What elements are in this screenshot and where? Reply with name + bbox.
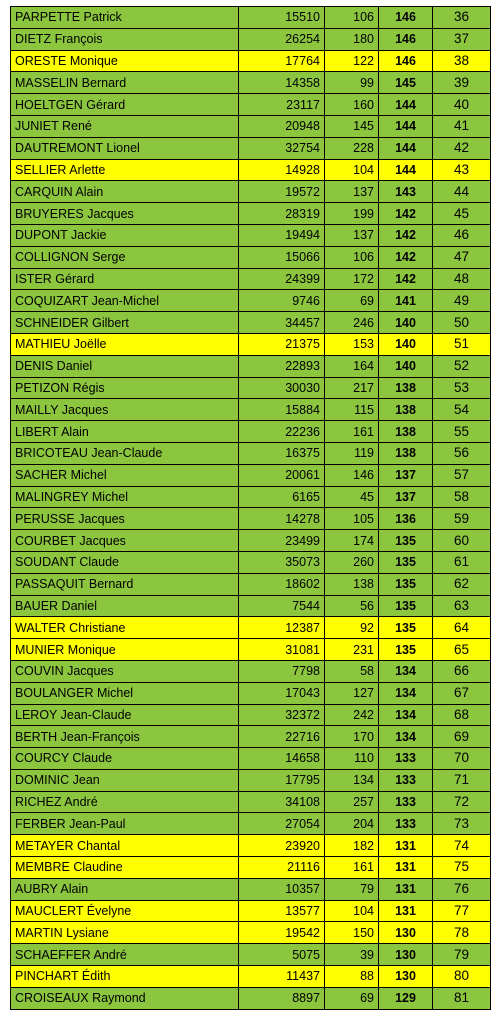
points-cell: 143 bbox=[379, 181, 433, 203]
rank-cell: 56 bbox=[433, 442, 491, 464]
value-cell-1: 16375 bbox=[239, 442, 325, 464]
value-cell-1: 21375 bbox=[239, 333, 325, 355]
value-cell-2: 115 bbox=[325, 399, 379, 421]
points-cell: 146 bbox=[379, 7, 433, 29]
points-cell: 137 bbox=[379, 464, 433, 486]
points-cell: 146 bbox=[379, 28, 433, 50]
rank-cell: 77 bbox=[433, 900, 491, 922]
table-row bbox=[11, 159, 491, 181]
value-cell-2: 137 bbox=[325, 224, 379, 246]
rank-cell: 53 bbox=[433, 377, 491, 399]
ranking-sheet bbox=[10, 6, 490, 1010]
value-cell-1: 31081 bbox=[239, 639, 325, 661]
table-row bbox=[11, 704, 491, 726]
value-cell-2: 161 bbox=[325, 857, 379, 879]
value-cell-2: 160 bbox=[325, 94, 379, 116]
points-cell: 142 bbox=[379, 224, 433, 246]
points-cell: 146 bbox=[379, 50, 433, 72]
points-cell: 133 bbox=[379, 791, 433, 813]
player-name-cell: MALINGREY Michel bbox=[11, 486, 239, 508]
value-cell-1: 14928 bbox=[239, 159, 325, 181]
table-row bbox=[11, 660, 491, 682]
player-name-cell: DUPONT Jackie bbox=[11, 224, 239, 246]
player-name-cell: PETIZON Régis bbox=[11, 377, 239, 399]
player-name-cell: MAUCLERT Évelyne bbox=[11, 900, 239, 922]
points-cell: 135 bbox=[379, 551, 433, 573]
table-row bbox=[11, 137, 491, 159]
table-row bbox=[11, 966, 491, 988]
value-cell-1: 12387 bbox=[239, 617, 325, 639]
player-name-cell: DENIS Daniel bbox=[11, 355, 239, 377]
table-row bbox=[11, 464, 491, 486]
player-name-cell: RICHEZ André bbox=[11, 791, 239, 813]
rank-cell: 41 bbox=[433, 115, 491, 137]
points-cell: 135 bbox=[379, 573, 433, 595]
value-cell-2: 69 bbox=[325, 290, 379, 312]
player-name-cell: SCHNEIDER Gilbert bbox=[11, 312, 239, 334]
points-cell: 131 bbox=[379, 900, 433, 922]
rank-cell: 36 bbox=[433, 7, 491, 29]
value-cell-1: 8897 bbox=[239, 987, 325, 1009]
player-name-cell: PARPETTE Patrick bbox=[11, 7, 239, 29]
points-cell: 135 bbox=[379, 617, 433, 639]
rank-cell: 52 bbox=[433, 355, 491, 377]
value-cell-1: 24399 bbox=[239, 268, 325, 290]
points-cell: 136 bbox=[379, 508, 433, 530]
value-cell-2: 119 bbox=[325, 442, 379, 464]
player-name-cell: SOUDANT Claude bbox=[11, 551, 239, 573]
table-row bbox=[11, 72, 491, 94]
table-row bbox=[11, 312, 491, 334]
value-cell-2: 242 bbox=[325, 704, 379, 726]
player-name-cell: MAILLY Jacques bbox=[11, 399, 239, 421]
value-cell-2: 92 bbox=[325, 617, 379, 639]
rank-cell: 60 bbox=[433, 530, 491, 552]
value-cell-2: 172 bbox=[325, 268, 379, 290]
rank-cell: 71 bbox=[433, 769, 491, 791]
rank-cell: 40 bbox=[433, 94, 491, 116]
player-name-cell: PERUSSE Jacques bbox=[11, 508, 239, 530]
player-name-cell: JUNIET René bbox=[11, 115, 239, 137]
player-name-cell: CROISEAUX Raymond bbox=[11, 987, 239, 1009]
value-cell-2: 106 bbox=[325, 246, 379, 268]
value-cell-2: 79 bbox=[325, 878, 379, 900]
value-cell-2: 137 bbox=[325, 181, 379, 203]
points-cell: 134 bbox=[379, 726, 433, 748]
table-row bbox=[11, 551, 491, 573]
value-cell-1: 28319 bbox=[239, 203, 325, 225]
value-cell-1: 14358 bbox=[239, 72, 325, 94]
value-cell-1: 19542 bbox=[239, 922, 325, 944]
table-row bbox=[11, 355, 491, 377]
points-cell: 138 bbox=[379, 421, 433, 443]
player-name-cell: DAUTREMONT Lionel bbox=[11, 137, 239, 159]
value-cell-2: 150 bbox=[325, 922, 379, 944]
value-cell-2: 122 bbox=[325, 50, 379, 72]
value-cell-1: 22236 bbox=[239, 421, 325, 443]
value-cell-2: 153 bbox=[325, 333, 379, 355]
value-cell-2: 99 bbox=[325, 72, 379, 94]
player-name-cell: BAUER Daniel bbox=[11, 595, 239, 617]
value-cell-1: 7544 bbox=[239, 595, 325, 617]
rank-cell: 42 bbox=[433, 137, 491, 159]
value-cell-2: 228 bbox=[325, 137, 379, 159]
value-cell-1: 5075 bbox=[239, 944, 325, 966]
table-row bbox=[11, 726, 491, 748]
value-cell-1: 23920 bbox=[239, 835, 325, 857]
value-cell-1: 13577 bbox=[239, 900, 325, 922]
value-cell-2: 260 bbox=[325, 551, 379, 573]
table-row bbox=[11, 486, 491, 508]
points-cell: 131 bbox=[379, 878, 433, 900]
player-name-cell: AUBRY Alain bbox=[11, 878, 239, 900]
player-name-cell: MARTIN Lysiane bbox=[11, 922, 239, 944]
points-cell: 140 bbox=[379, 333, 433, 355]
value-cell-1: 20948 bbox=[239, 115, 325, 137]
rank-cell: 46 bbox=[433, 224, 491, 246]
rank-cell: 80 bbox=[433, 966, 491, 988]
points-cell: 138 bbox=[379, 442, 433, 464]
table-row bbox=[11, 878, 491, 900]
rank-cell: 64 bbox=[433, 617, 491, 639]
rank-cell: 59 bbox=[433, 508, 491, 530]
points-cell: 130 bbox=[379, 944, 433, 966]
rank-cell: 48 bbox=[433, 268, 491, 290]
points-cell: 133 bbox=[379, 813, 433, 835]
player-name-cell: COURCY Claude bbox=[11, 748, 239, 770]
rank-cell: 49 bbox=[433, 290, 491, 312]
table-row bbox=[11, 944, 491, 966]
points-cell: 138 bbox=[379, 399, 433, 421]
player-name-cell: SACHER Michel bbox=[11, 464, 239, 486]
rank-cell: 51 bbox=[433, 333, 491, 355]
table-row bbox=[11, 857, 491, 879]
value-cell-2: 45 bbox=[325, 486, 379, 508]
player-name-cell: FERBER Jean-Paul bbox=[11, 813, 239, 835]
value-cell-1: 22716 bbox=[239, 726, 325, 748]
rank-cell: 72 bbox=[433, 791, 491, 813]
value-cell-2: 231 bbox=[325, 639, 379, 661]
rank-cell: 54 bbox=[433, 399, 491, 421]
points-cell: 142 bbox=[379, 246, 433, 268]
rank-cell: 58 bbox=[433, 486, 491, 508]
table-row bbox=[11, 290, 491, 312]
value-cell-1: 32372 bbox=[239, 704, 325, 726]
player-name-cell: MUNIER Monique bbox=[11, 639, 239, 661]
player-name-cell: COLLIGNON Serge bbox=[11, 246, 239, 268]
value-cell-1: 19494 bbox=[239, 224, 325, 246]
table-row bbox=[11, 268, 491, 290]
value-cell-1: 11437 bbox=[239, 966, 325, 988]
rank-cell: 73 bbox=[433, 813, 491, 835]
table-row bbox=[11, 835, 491, 857]
value-cell-2: 180 bbox=[325, 28, 379, 50]
player-name-cell: SCHAEFFER André bbox=[11, 944, 239, 966]
player-name-cell: METAYER Chantal bbox=[11, 835, 239, 857]
value-cell-1: 35073 bbox=[239, 551, 325, 573]
value-cell-2: 69 bbox=[325, 987, 379, 1009]
rank-cell: 78 bbox=[433, 922, 491, 944]
points-cell: 134 bbox=[379, 682, 433, 704]
value-cell-2: 145 bbox=[325, 115, 379, 137]
table-row bbox=[11, 900, 491, 922]
table-row bbox=[11, 203, 491, 225]
table-row bbox=[11, 813, 491, 835]
rank-cell: 45 bbox=[433, 203, 491, 225]
points-cell: 135 bbox=[379, 595, 433, 617]
value-cell-2: 199 bbox=[325, 203, 379, 225]
table-row bbox=[11, 94, 491, 116]
rank-cell: 62 bbox=[433, 573, 491, 595]
value-cell-1: 17795 bbox=[239, 769, 325, 791]
rank-cell: 43 bbox=[433, 159, 491, 181]
value-cell-1: 17043 bbox=[239, 682, 325, 704]
table-row bbox=[11, 922, 491, 944]
value-cell-1: 19572 bbox=[239, 181, 325, 203]
points-cell: 135 bbox=[379, 639, 433, 661]
value-cell-1: 34457 bbox=[239, 312, 325, 334]
player-name-cell: PINCHART Édith bbox=[11, 966, 239, 988]
player-name-cell: MATHIEU Joëlle bbox=[11, 333, 239, 355]
table-row bbox=[11, 333, 491, 355]
value-cell-2: 106 bbox=[325, 7, 379, 29]
value-cell-2: 182 bbox=[325, 835, 379, 857]
table-row bbox=[11, 181, 491, 203]
value-cell-2: 146 bbox=[325, 464, 379, 486]
table-row bbox=[11, 224, 491, 246]
value-cell-1: 26254 bbox=[239, 28, 325, 50]
table-row bbox=[11, 530, 491, 552]
points-cell: 140 bbox=[379, 312, 433, 334]
player-name-cell: ORESTE Monique bbox=[11, 50, 239, 72]
value-cell-1: 22893 bbox=[239, 355, 325, 377]
points-cell: 135 bbox=[379, 530, 433, 552]
player-name-cell: LIBERT Alain bbox=[11, 421, 239, 443]
rank-cell: 65 bbox=[433, 639, 491, 661]
rank-cell: 55 bbox=[433, 421, 491, 443]
value-cell-2: 134 bbox=[325, 769, 379, 791]
value-cell-2: 88 bbox=[325, 966, 379, 988]
player-name-cell: BOULANGER Michel bbox=[11, 682, 239, 704]
table-row bbox=[11, 769, 491, 791]
table-row bbox=[11, 791, 491, 813]
value-cell-1: 34108 bbox=[239, 791, 325, 813]
points-cell: 144 bbox=[379, 115, 433, 137]
rank-cell: 37 bbox=[433, 28, 491, 50]
value-cell-1: 21116 bbox=[239, 857, 325, 879]
table-row bbox=[11, 50, 491, 72]
value-cell-2: 138 bbox=[325, 573, 379, 595]
rank-cell: 67 bbox=[433, 682, 491, 704]
table-row bbox=[11, 987, 491, 1009]
value-cell-1: 6165 bbox=[239, 486, 325, 508]
player-name-cell: DIETZ François bbox=[11, 28, 239, 50]
value-cell-2: 56 bbox=[325, 595, 379, 617]
rank-cell: 44 bbox=[433, 181, 491, 203]
points-cell: 140 bbox=[379, 355, 433, 377]
points-cell: 141 bbox=[379, 290, 433, 312]
table-row bbox=[11, 377, 491, 399]
rank-cell: 66 bbox=[433, 660, 491, 682]
points-cell: 144 bbox=[379, 94, 433, 116]
rank-cell: 61 bbox=[433, 551, 491, 573]
value-cell-2: 257 bbox=[325, 791, 379, 813]
ranking-table bbox=[10, 6, 491, 1010]
value-cell-2: 170 bbox=[325, 726, 379, 748]
player-name-cell: COQUIZART Jean-Michel bbox=[11, 290, 239, 312]
points-cell: 131 bbox=[379, 835, 433, 857]
value-cell-1: 14278 bbox=[239, 508, 325, 530]
value-cell-2: 104 bbox=[325, 159, 379, 181]
table-row bbox=[11, 682, 491, 704]
player-name-cell: LEROY Jean-Claude bbox=[11, 704, 239, 726]
value-cell-1: 7798 bbox=[239, 660, 325, 682]
points-cell: 130 bbox=[379, 966, 433, 988]
table-row bbox=[11, 28, 491, 50]
points-cell: 131 bbox=[379, 857, 433, 879]
points-cell: 134 bbox=[379, 704, 433, 726]
value-cell-1: 10357 bbox=[239, 878, 325, 900]
value-cell-2: 161 bbox=[325, 421, 379, 443]
value-cell-1: 15066 bbox=[239, 246, 325, 268]
value-cell-2: 58 bbox=[325, 660, 379, 682]
player-name-cell: HOELTGEN Gérard bbox=[11, 94, 239, 116]
rank-cell: 38 bbox=[433, 50, 491, 72]
player-name-cell: BRICOTEAU Jean-Claude bbox=[11, 442, 239, 464]
rank-cell: 81 bbox=[433, 987, 491, 1009]
value-cell-1: 23499 bbox=[239, 530, 325, 552]
rank-cell: 39 bbox=[433, 72, 491, 94]
value-cell-1: 9746 bbox=[239, 290, 325, 312]
value-cell-1: 15884 bbox=[239, 399, 325, 421]
value-cell-2: 105 bbox=[325, 508, 379, 530]
points-cell: 145 bbox=[379, 72, 433, 94]
ranking-table-body bbox=[11, 7, 491, 1010]
rank-cell: 63 bbox=[433, 595, 491, 617]
rank-cell: 79 bbox=[433, 944, 491, 966]
table-row bbox=[11, 617, 491, 639]
rank-cell: 57 bbox=[433, 464, 491, 486]
value-cell-1: 23117 bbox=[239, 94, 325, 116]
value-cell-2: 204 bbox=[325, 813, 379, 835]
value-cell-2: 174 bbox=[325, 530, 379, 552]
table-row bbox=[11, 639, 491, 661]
points-cell: 134 bbox=[379, 660, 433, 682]
player-name-cell: PASSAQUIT Bernard bbox=[11, 573, 239, 595]
table-row bbox=[11, 399, 491, 421]
points-cell: 133 bbox=[379, 769, 433, 791]
player-name-cell: WALTER Christiane bbox=[11, 617, 239, 639]
points-cell: 130 bbox=[379, 922, 433, 944]
player-name-cell: BRUYERES Jacques bbox=[11, 203, 239, 225]
value-cell-1: 18602 bbox=[239, 573, 325, 595]
player-name-cell: SELLIER Arlette bbox=[11, 159, 239, 181]
player-name-cell: COURBET Jacques bbox=[11, 530, 239, 552]
value-cell-2: 164 bbox=[325, 355, 379, 377]
value-cell-1: 32754 bbox=[239, 137, 325, 159]
value-cell-2: 217 bbox=[325, 377, 379, 399]
value-cell-2: 110 bbox=[325, 748, 379, 770]
rank-cell: 75 bbox=[433, 857, 491, 879]
player-name-cell: MEMBRE Claudine bbox=[11, 857, 239, 879]
table-row bbox=[11, 573, 491, 595]
points-cell: 137 bbox=[379, 486, 433, 508]
table-row bbox=[11, 508, 491, 530]
rank-cell: 47 bbox=[433, 246, 491, 268]
value-cell-1: 15510 bbox=[239, 7, 325, 29]
table-row bbox=[11, 115, 491, 137]
value-cell-2: 104 bbox=[325, 900, 379, 922]
player-name-cell: DOMINIC Jean bbox=[11, 769, 239, 791]
player-name-cell: MASSELIN Bernard bbox=[11, 72, 239, 94]
points-cell: 144 bbox=[379, 159, 433, 181]
player-name-cell: ISTER Gérard bbox=[11, 268, 239, 290]
table-row bbox=[11, 442, 491, 464]
value-cell-2: 246 bbox=[325, 312, 379, 334]
value-cell-1: 14658 bbox=[239, 748, 325, 770]
points-cell: 129 bbox=[379, 987, 433, 1009]
player-name-cell: CARQUIN Alain bbox=[11, 181, 239, 203]
table-row bbox=[11, 595, 491, 617]
value-cell-1: 27054 bbox=[239, 813, 325, 835]
player-name-cell: BERTH Jean-François bbox=[11, 726, 239, 748]
rank-cell: 70 bbox=[433, 748, 491, 770]
rank-cell: 69 bbox=[433, 726, 491, 748]
table-row bbox=[11, 748, 491, 770]
table-row bbox=[11, 7, 491, 29]
points-cell: 138 bbox=[379, 377, 433, 399]
points-cell: 133 bbox=[379, 748, 433, 770]
points-cell: 142 bbox=[379, 268, 433, 290]
rank-cell: 76 bbox=[433, 878, 491, 900]
player-name-cell: COUVIN Jacques bbox=[11, 660, 239, 682]
points-cell: 144 bbox=[379, 137, 433, 159]
value-cell-1: 20061 bbox=[239, 464, 325, 486]
value-cell-1: 17764 bbox=[239, 50, 325, 72]
table-row bbox=[11, 421, 491, 443]
table-row bbox=[11, 246, 491, 268]
rank-cell: 50 bbox=[433, 312, 491, 334]
value-cell-1: 30030 bbox=[239, 377, 325, 399]
rank-cell: 74 bbox=[433, 835, 491, 857]
rank-cell: 68 bbox=[433, 704, 491, 726]
points-cell: 142 bbox=[379, 203, 433, 225]
value-cell-2: 39 bbox=[325, 944, 379, 966]
value-cell-2: 127 bbox=[325, 682, 379, 704]
